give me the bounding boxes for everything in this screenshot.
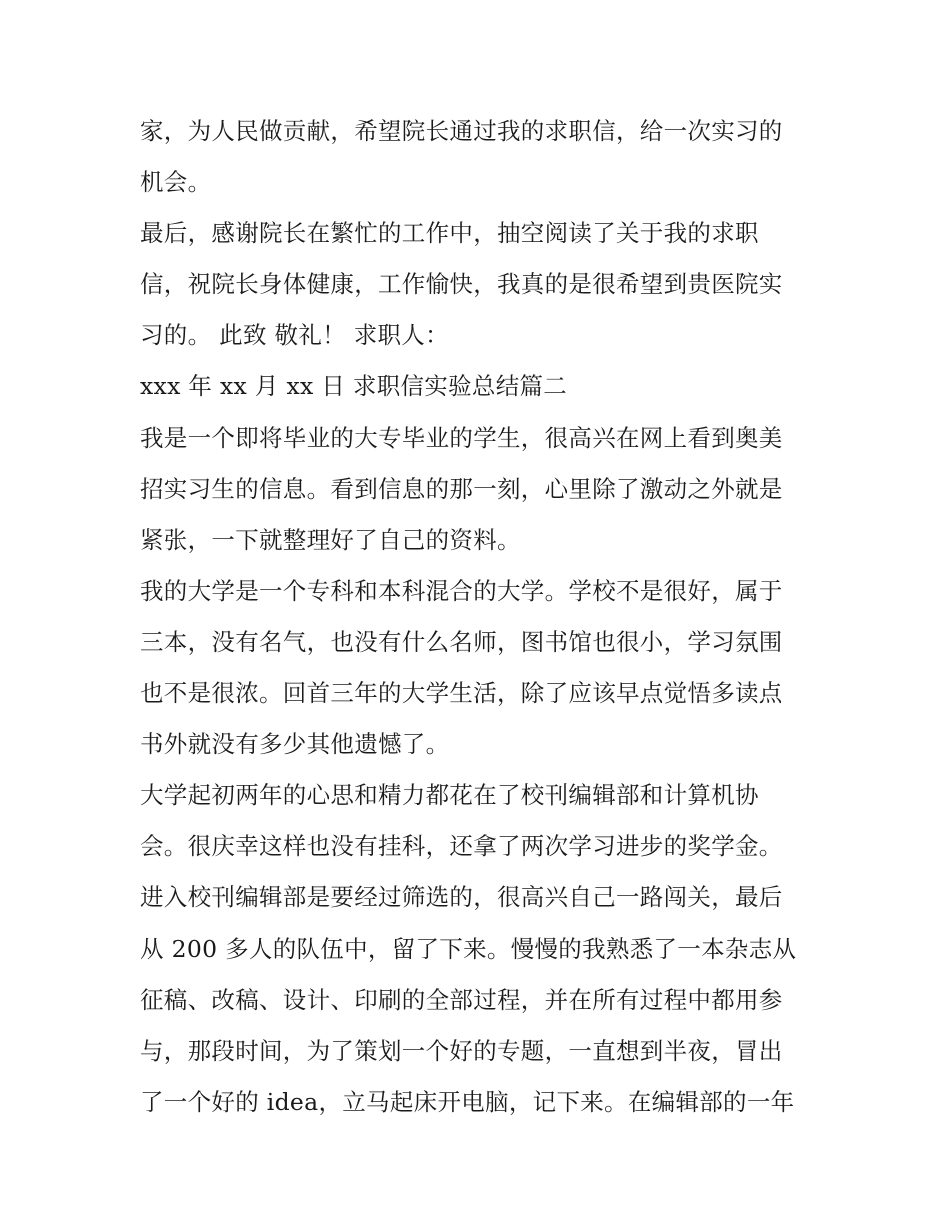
text-line: 机会。 (140, 168, 212, 197)
text-line: 书外就没有多少其他遗憾了。 (140, 730, 450, 759)
text-line: 从 200 多人的队伍中，留了下来。慢慢的我熟悉了一本杂志从 (140, 934, 797, 963)
text-line: 征稿、改稿、设计、印刷的全部过程，并在所有过程中都用参 (140, 985, 783, 1014)
text-line: 习的。 此致 敬礼！ 求职人： (140, 321, 449, 350)
text-line: 会。很庆幸这样也没有挂科，还拿了两次学习进步的奖学金。 (140, 832, 783, 861)
text-line: 最后，感谢院长在繁忙的工作中，抽空阅读了关于我的求职 (140, 219, 759, 248)
text-line: 大学起初两年的心思和精力都花在了校刊编辑部和计算机协 (140, 781, 759, 810)
body-text (140, 106, 820, 1128)
text-line: 也不是很浓。回首三年的大学生活，除了应该早点觉悟多读点 (140, 679, 783, 708)
text-line: 招实习生的信息。看到信息的那一刻，心里除了激动之外就是 (140, 474, 783, 503)
text-line: 与，那段时间，为了策划一个好的专题，一直想到半夜，冒出 (140, 1036, 783, 1065)
text-line: 紧张，一下就整理好了自己的资料。 (140, 525, 521, 554)
text-line: 进入校刊编辑部是要经过筛选的，很高兴自己一路闯关，最后 (140, 883, 783, 912)
text-line: 家，为人民做贡献，希望院长通过我的求职信，给一次实习的 (140, 117, 783, 145)
text-line: 信，祝院长身体健康，工作愉快，我真的是很希望到贵医院实 (140, 270, 783, 299)
text-line: 三本，没有名气，也没有什么名师，图书馆也很小，学习氛围 (140, 627, 783, 656)
section-heading: xxx 年 xx 月 xx 日 求职信实验总结篇二 (140, 372, 568, 401)
text-line: 我是一个即将毕业的大专毕业的学生，很高兴在网上看到奥美 (140, 423, 783, 452)
text-line: 我的大学是一个专科和本科混合的大学。学校不是很好，属于 (140, 576, 783, 605)
text-line: 了一个好的 idea，立马起床开电脑，记下来。在编辑部的一年 (140, 1087, 795, 1116)
